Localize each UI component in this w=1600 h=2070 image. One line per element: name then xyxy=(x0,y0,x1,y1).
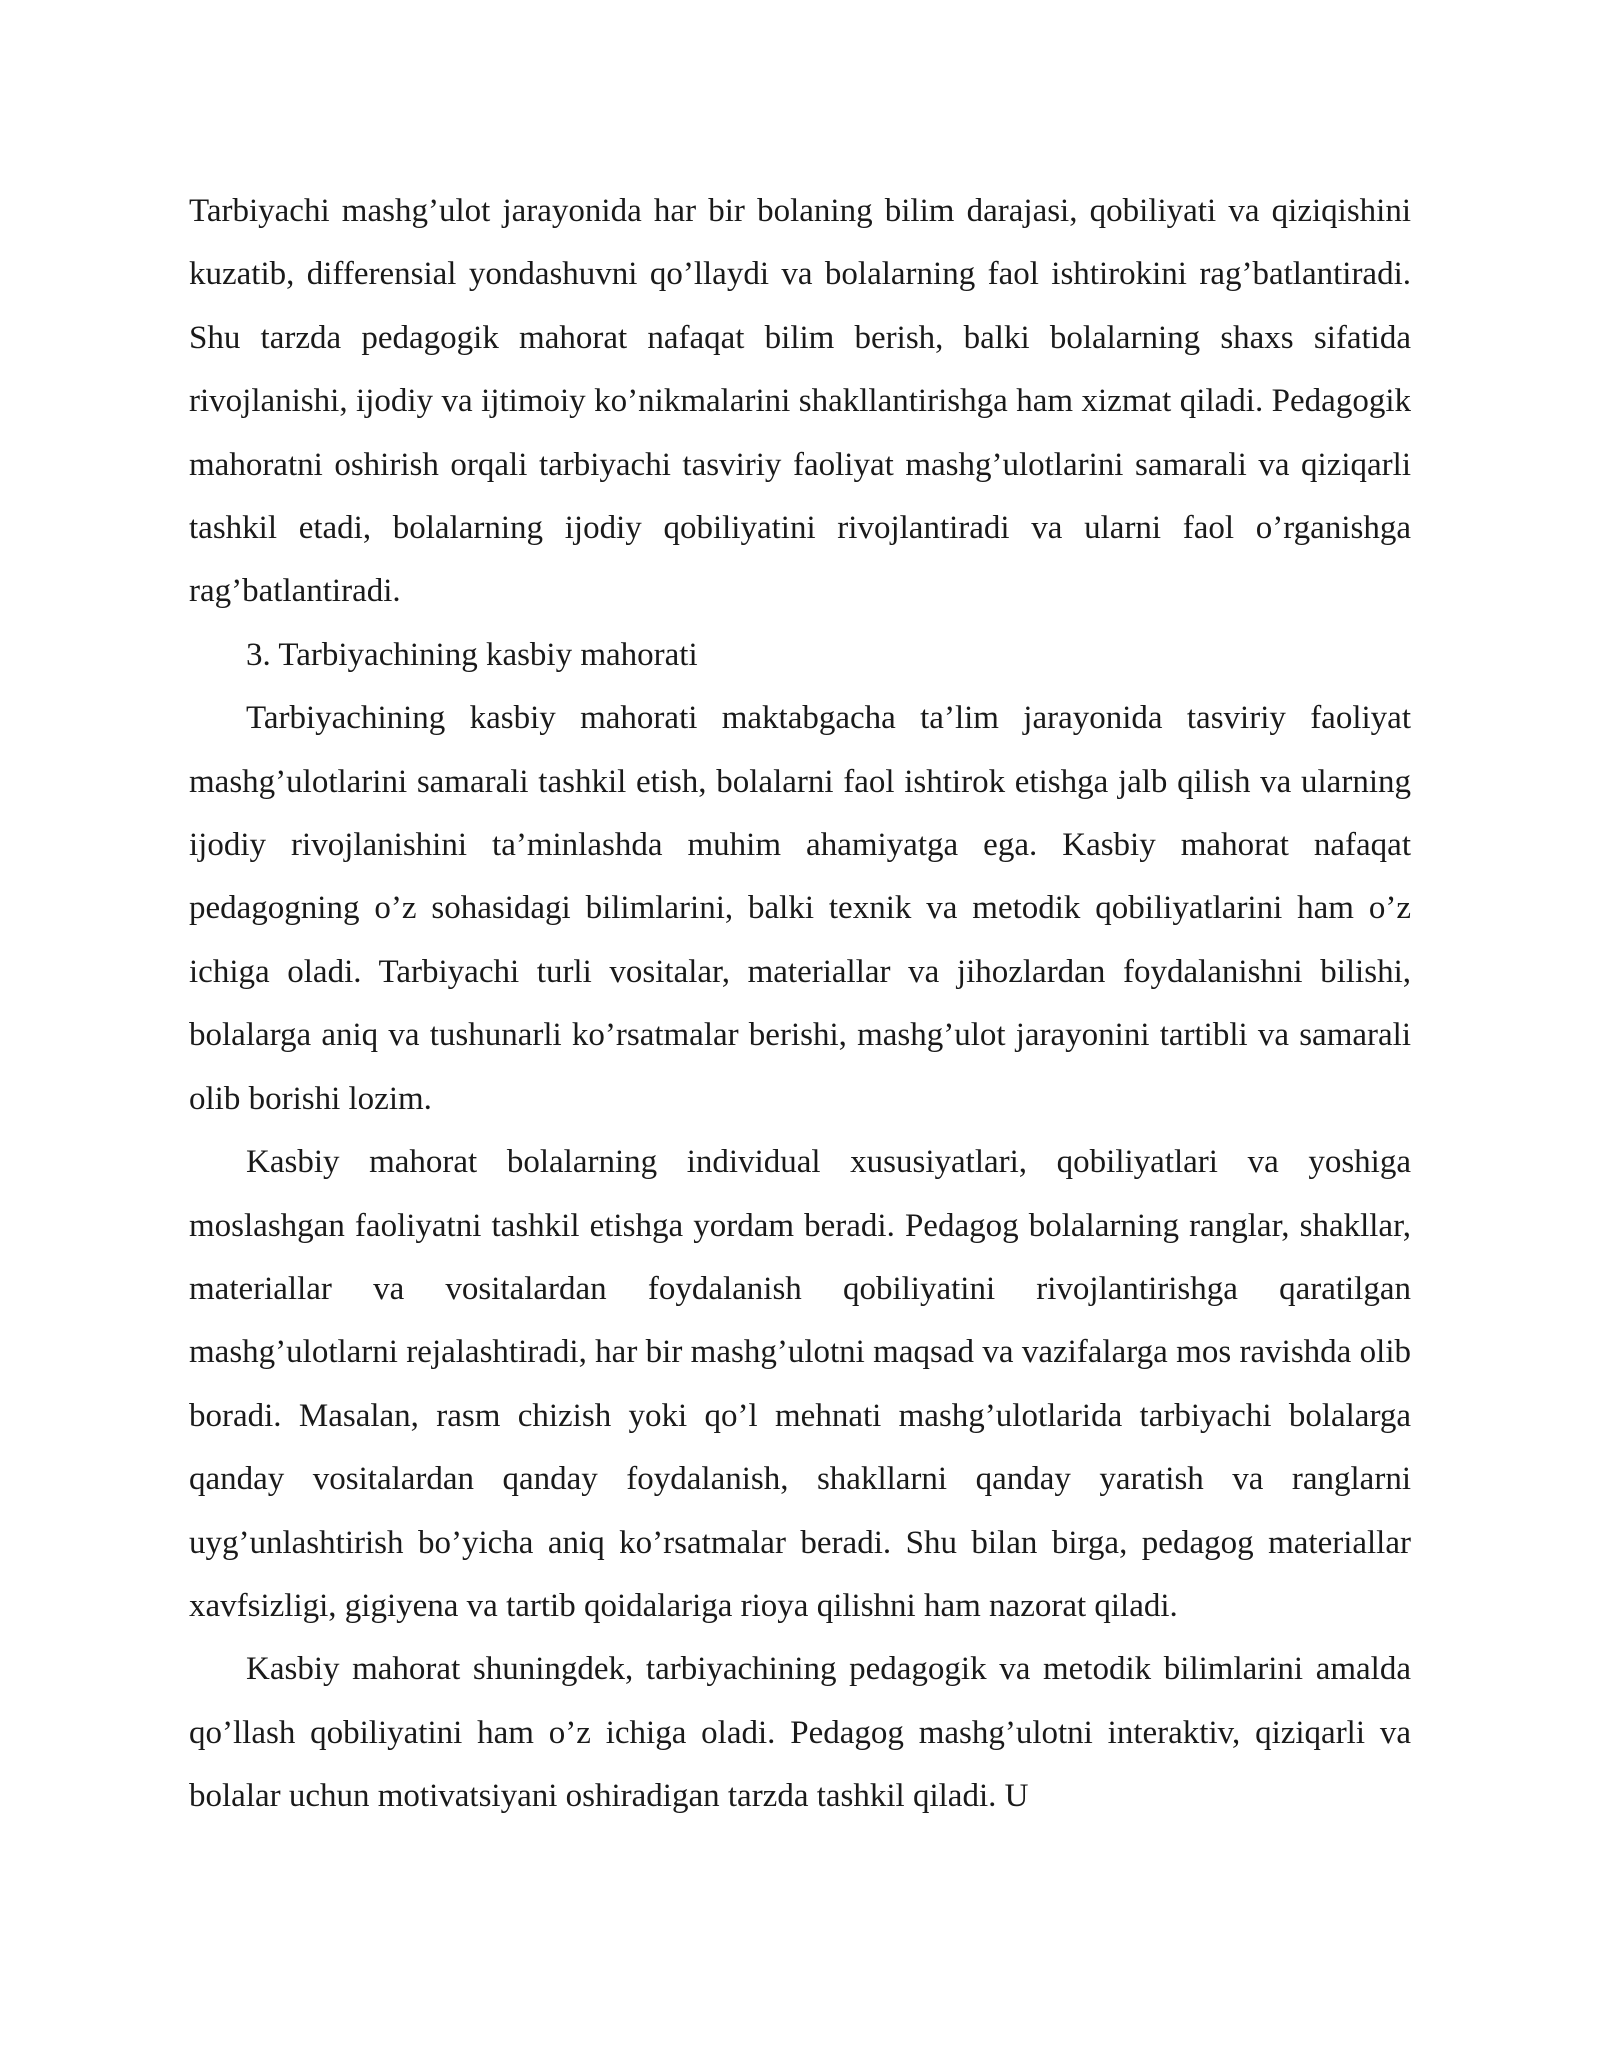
paragraph: Kasbiy mahorat bolalarning individual xususiyatlari, qobiliyatlari va yoshiga moslashgan faoliyatni tashkil etishga yordam beradi. Pedagog bolalarning ranglar, shakllar, materiallar va vositalardan foydalanish qobiliyatini rivojlantirishga qaratilgan mashg’ulotlarni rejalashtiradi, har bir mashg’ulotni maqsad va vazifalarga mos ravishda olib boradi. Masalan, rasm chizish yoki qo’l mehnati mashg’ulotlarida tarbiyachi bolalarga qanday vositalardan qanday foydalanish, shakllarni qanday yaratish va ranglarni uyg’unlashtirish bo’yicha aniq ko’rsatmalar beradi. Shu bilan birga, pedagog materiallar xavfsizligi, gigiyena va tartib qoidalariga rioya qilishni ham nazorat qiladi. xyxy=(189,1144,1411,1624)
paragraph: Kasbiy mahorat shuningdek, tarbiyachining pedagogik va metodik bilimlarini amalda qo’llash qobiliyatini ham o’z ichiga oladi. Pedagog mashg’ulotni interaktiv, qiziqarli va bolalar uchun motivatsiyani oshiradigan tarzda tashkil qiladi. U xyxy=(189,1651,1411,1815)
paragraph-continuation: Tarbiyachi mashg’ulot jarayonida har bir bolaning bilim darajasi, qobiliyati va qiziqishini kuzatib, differensial yondashuvni qo’llaydi va bolalarning faol ishtirokini rag’batlantiradi. Shu tarzda pedagogik mahorat nafaqat bilim berish, balki bolalarning shaxs sifatida rivojlanishi, ijodiy va ijtimoiy ko’nikmalarini shakllantirishga ham xizmat qiladi. Pedagogik mahoratni oshirish orqali tarbiyachi tasviriy faoliyat mashg’ulotlarini samarali va qiziqarli tashkil etadi, bolalarning ijodiy qobiliyatini rivojlantiradi va ularni faol o’rganishga rag’batlantiradi. xyxy=(189,193,1411,610)
document-body xyxy=(189,180,1411,1829)
section-heading: 3. Tarbiyachining kasbiy mahorati xyxy=(246,636,698,673)
paragraph: Tarbiyachining kasbiy mahorati maktabgacha ta’lim jarayonida tasviriy faoliyat mashg’ulotlarini samarali tashkil etish, bolalarni faol ishtirok etishga jalb qilish va ularning ijodiy rivojlanishini ta’minlashda muhim ahamiyatga ega. Kasbiy mahorat nafaqat pedagogning o’z sohasidagi bilimlarini, balki texnik va metodik qobiliyatlarini ham o’z ichiga oladi. Tarbiyachi turli vositalar, materiallar va jihozlardan foydalanishni bilishi, bolalarga aniq va tushunarli ko’rsatmalar berishi, mashg’ulot jarayonini tartibli va samarali olib borishi lozim. xyxy=(189,700,1411,1117)
